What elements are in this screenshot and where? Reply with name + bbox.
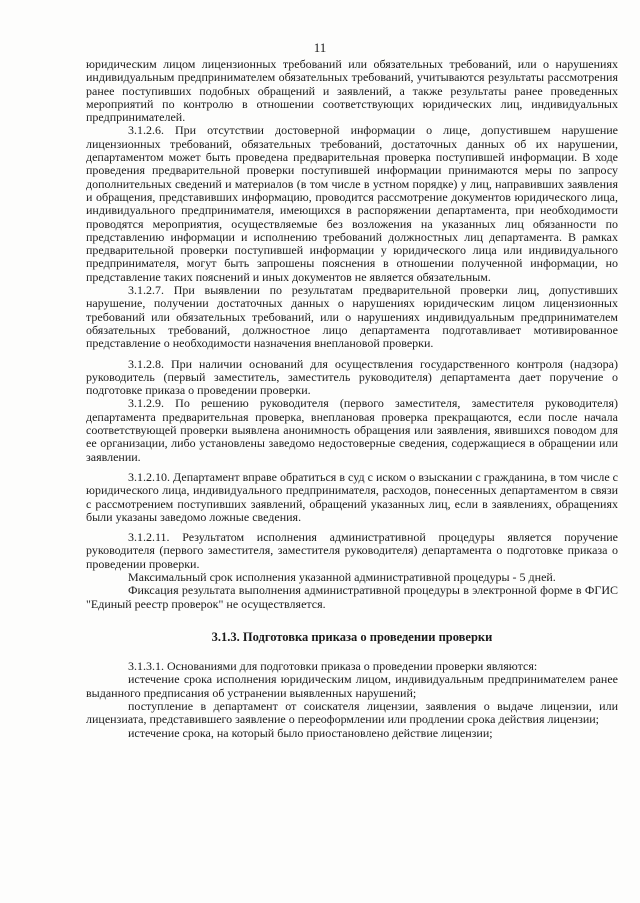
document-body [86,58,618,740]
list-item-prescription-expiry: истечение срока исполнения юридическим лицом, индивидуальным предпринимателем ранее выданного предписания об устранении выявленных нарушений; [86,672,618,700]
paragraph-3-1-2-6: 3.1.2.6. При отсутствии достоверной информации о лице, допустившем нарушение лицензионных требований, обязательных требований, достаточных данных об их нарушении, департаментом может быть проведена предварительная проверка поступившей информации. В ходе проведения предварительной проверки поступившей информации принимаются меры по запросу дополнительных сведений и материалов (в том числе в устном порядке) у лиц, направивших заявления и обращения, представивших информацию, проводится рассмотрение документов юридического лица, индивидуального предпринимателя, имеющихся в распоряжении департамента, при необходимости проводятся мероприятия, осуществляемые без возложения на указанных лиц обязанности по представлению информации и исполнению требований должностных лиц департамента. В рамках предварительной проверки поступившей информации у юридического лица или индивидуального предпринимателя, могут быть запрошены пояснения в отношении полученной информации, но представление таких пояснений и иных документов не является обязательным. [86,123,618,284]
list-item-license-suspension: истечение срока, на который было приостановлено действие лицензии; [128,725,493,740]
page-number: 11 [313,40,327,55]
paragraph-continuation: юридическим лицом лицензионных требований или обязательных требований, или о нарушениях индивидуальным предпринимателем обязательных требований, учитываются результаты рассмотрения ранее поступивших подобных обращений и заявлений, а также результаты ранее проведенных мероприятий по контролю в отношении соответствующих юридических лиц, индивидуальных предпринимателей. [86,57,618,125]
paragraph-3-1-2-7: 3.1.2.7. При выявлении по результатам предварительной проверки лиц, допустивших нарушение, получении достаточных данных о нарушениях юридическим лицом лицензионных требований или обязательных требований, или о нарушениях индивидуальным предпринимателем обязательных требований, должностное лицо департамента подготавливает мотивированное представление о необходимости назначения внеплановой проверки. [86,283,618,351]
paragraph-3-1-2-11: 3.1.2.11. Результатом исполнения административной процедуры является поручение руководителя (первого заместителя, заместителя руководителя) департамента о подготовке приказа о проведении проверки. [86,530,618,571]
paragraph-max-term: Максимальный срок исполнения указанной административной процедуры - 5 дней. [128,569,556,584]
paragraph-3-1-2-9: 3.1.2.9. По решению руководителя (первого заместителя, заместителя руководителя) департамента предварительная проверка, внеплановая проверка прекращаются, если после начала соответствующей проверки выявлена анонимность обращения или заявления, явившихся поводом для ее организации, либо установлены заведомо недостоверные сведения, содержащиеся в обращении или заявлении. [86,396,618,464]
paragraph-3-1-2-8: 3.1.2.8. При наличии оснований для осуществления государственного контроля (надзора) руководитель (первый заместитель, заместитель руководителя) департамента дает поручение о подготовке приказа о проведении проверки. [86,356,618,398]
paragraph-result-fixation: Фиксация результата выполнения административной процедуры в электронной форме в ФГИС "Единый реестр проверок" не осуществляется. [86,583,618,611]
paragraph-3-1-2-10: 3.1.2.10. Департамент вправе обратиться в суд с иском о взыскании с гражданина, в том числе с юридического лица, индивидуального предпринимателя, расходов, понесенных департаментом в связи с рассмотрением поступивших заявлений, обращений указанных лиц, если в заявлениях, обращениях были указаны заведомо ложные сведения. [86,469,618,524]
paragraph-3-1-3-1: 3.1.3.1. Основаниями для подготовки приказа о проведении проверки являются: [128,659,538,674]
section-heading: 3.1.3. Подготовка приказа о проведении проверки [211,629,493,644]
list-item-license-application: поступление в департамент от соискателя лицензии, заявления о выдаче лицензии, или лицензиата, представившего заявление о переоформлении или продлении срока действия лицензии; [86,699,618,727]
